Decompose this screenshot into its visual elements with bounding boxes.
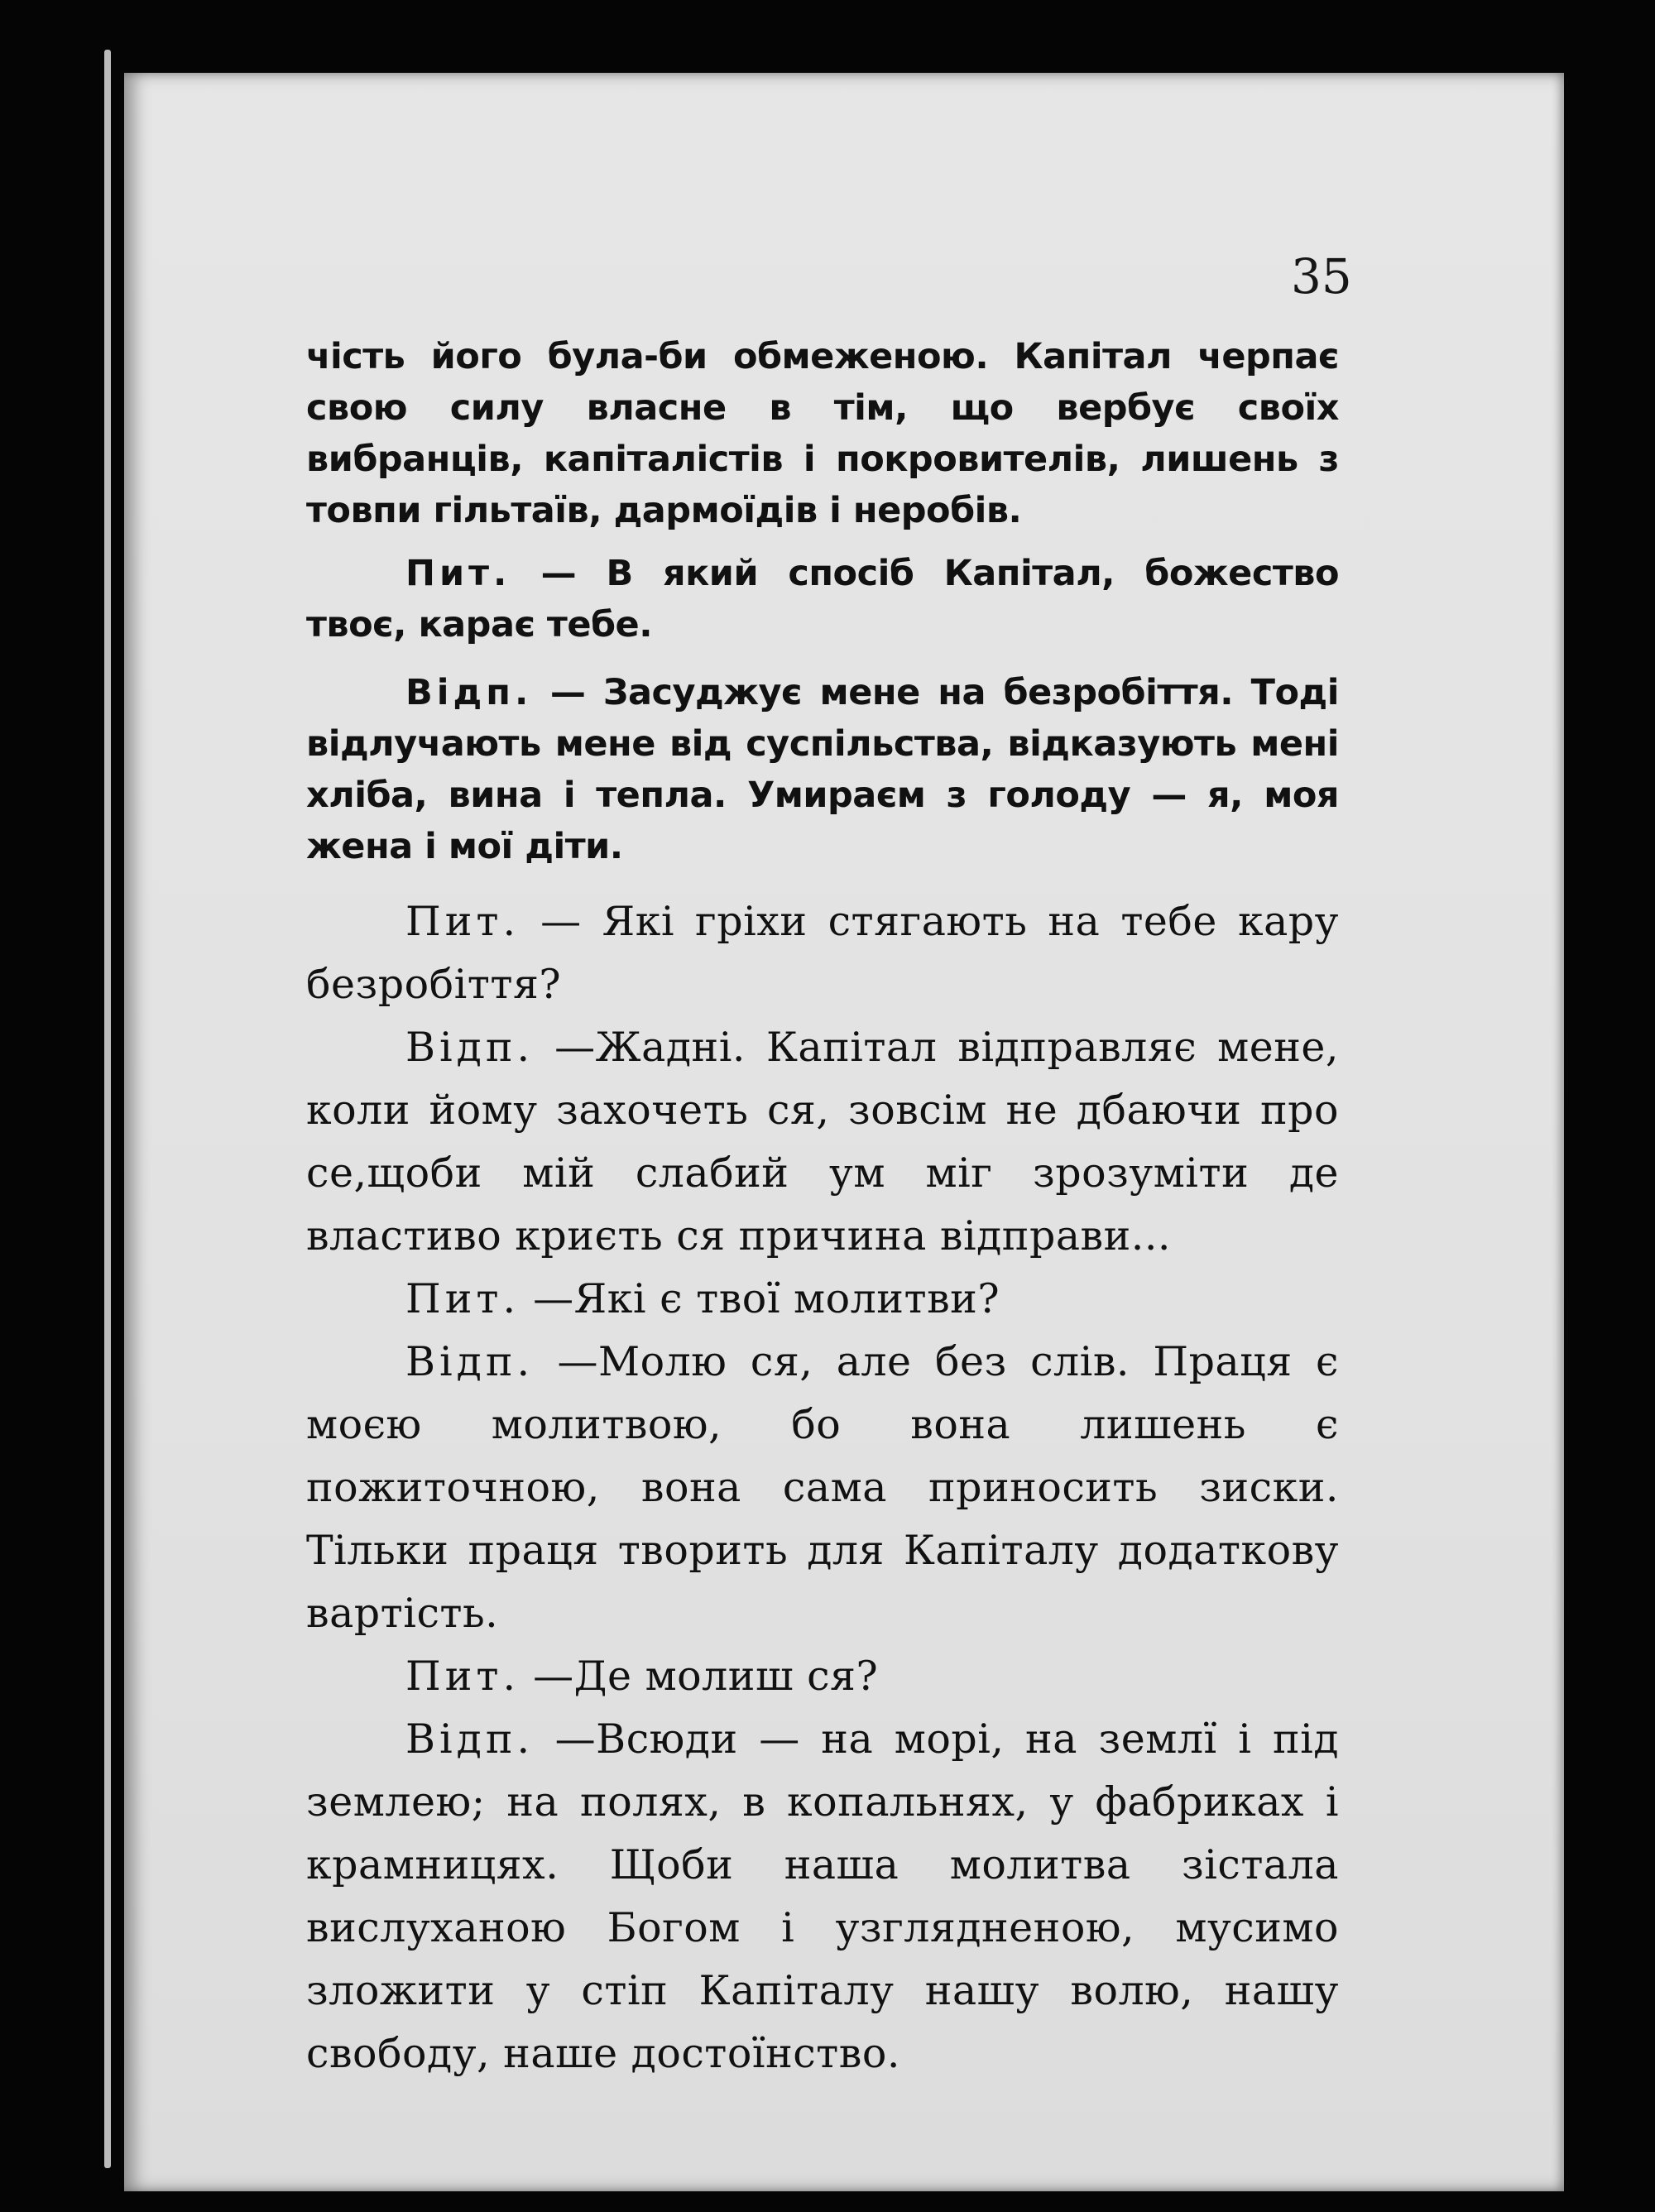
paragraph-text: —Жадні. Капітал відправляє мене, коли йому захочеть ся, зовсім не дбаючи про се,щоби мій слабий ум міг зрозуміти де властиво криєть ся причина відправи... — [306, 1024, 1339, 1260]
paragraph-text: — В який спосіб Капітал, божество твоє, карає тебе. — [306, 553, 1339, 645]
paragraph-text: —Де молиш ся? — [520, 1653, 879, 1700]
paragraph-text: — Засуджує мене на безробіття. Тоді відлучають мене від суспільства, відказують мені хліба, вина і тепла. Умираєм з голоду — я, моя жена і мої діти. — [306, 672, 1339, 867]
paragraph-text: —Які є твої молитви? — [520, 1275, 1000, 1322]
answer-3 — [306, 1331, 1339, 1645]
paragraph-text: —Всюди — на морі, на землї і під землею; на полях, в копальнях, у фабриках і крамницях. Щоби наша молитва зістала вислуханою Богом і узглядненою, мусимо зложити у стіп Капіталу нашу волю, нашу свободу, наше достоїнство. — [306, 1715, 1339, 2077]
answer-2 — [306, 1016, 1339, 1268]
body-text — [306, 331, 1339, 2085]
page-number: 35 — [1291, 248, 1352, 305]
speaker-label: Пит. — [405, 898, 520, 945]
paragraph-text: —Молю ся, але без слів. Праця є моєю молитвою, бо вона лишень є пожиточною, вона сама приносить зиски. Тільки праця творить для Капіталу додаткову вартість. — [306, 1338, 1339, 1637]
speaker-label: Пит. — [405, 1653, 520, 1700]
speaker-label: Відп. — [405, 1338, 535, 1385]
speaker-label: Пит. — [405, 1275, 520, 1322]
question-4 — [306, 1645, 1339, 1708]
speaker-label: Відп. — [405, 1024, 535, 1071]
speaker-label: Відп. — [405, 672, 533, 713]
binding-edge — [104, 50, 111, 2168]
paragraph-1 — [306, 331, 1339, 536]
question-2 — [306, 890, 1339, 1016]
question-1 — [306, 548, 1339, 650]
paragraph-text: — Які гріхи стягають на тебе кару безробіття? — [306, 898, 1339, 1008]
question-3 — [306, 1268, 1339, 1331]
speaker-label: Відп. — [405, 1715, 535, 1763]
answer-1 — [306, 667, 1339, 872]
speaker-label: Пит. — [405, 553, 511, 594]
paragraph-text: чість його була-би обмеженою. Капітал черпає свою силу власне в тім, що вербує своїх вибранців, капіталістів і покровителів, лишень з товпи гільтаїв, дармоїдів і неробів. — [306, 336, 1339, 531]
answer-4 — [306, 1708, 1339, 2085]
